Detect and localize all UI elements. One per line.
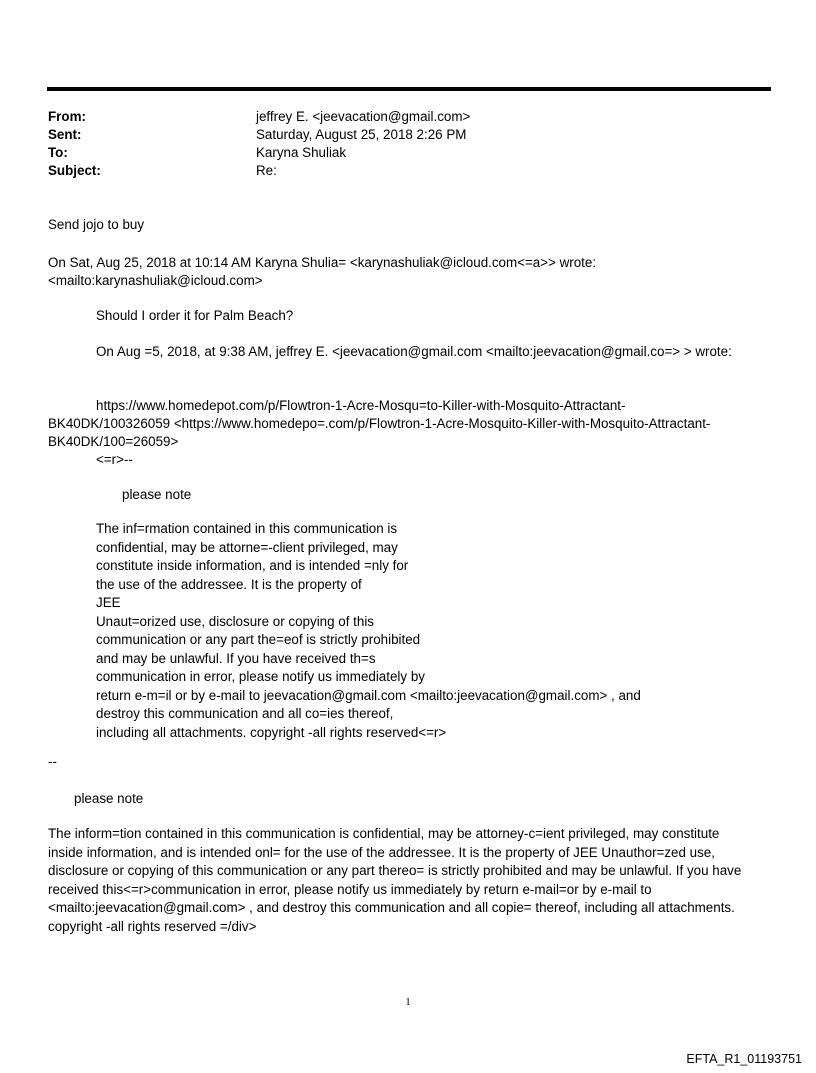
disclaimer-line: Unaut=orized use, disclosure or copying of this xyxy=(96,613,375,629)
disclaimer-line: including all attachments. copyright -all rights reserved<=r> xyxy=(96,724,447,740)
subject-value: Re: xyxy=(256,163,277,178)
page-number: 1 xyxy=(405,996,411,1008)
disclaimer-line: and may be unlawful. If you have received th=s xyxy=(96,650,376,666)
link-line: BK40DK/100=26059> xyxy=(48,434,179,449)
disclaimer-line: received this<=r>communication in error, please notify us immediately by return e-mail=or by e-mail to xyxy=(48,881,652,897)
disclaimer-line: disclosure or copying of this communication or any part thereo= is strictly prohibited and may be unlawful. If you have xyxy=(48,863,742,878)
disclaimer-line: <mailto:jeevacation@gmail.com> , and destroy this communication and all copie= thereof, including all attachments. xyxy=(48,900,735,915)
disclaimer-line: the use of the addressee. It is the property of xyxy=(96,576,362,592)
disclaimer-line: communication or any part the=eof is strictly prohibited xyxy=(96,632,421,647)
from-value: jeffrey E. <jeevacation@gmail.com> xyxy=(256,109,471,124)
disclaimer-line: return e-m=il or by e-mail to jeevacation@gmail.com <mailto:jeevacation@gmail.com> , and xyxy=(96,687,641,703)
header-divider xyxy=(47,87,771,91)
note-outer: please note xyxy=(74,791,144,806)
quote-header-2: On Aug =5, 2018, at 9:38 AM, jeffrey E. <jeevacation@gmail.com <mailto:jeevacation@gmail.co=> > wrote: xyxy=(96,344,732,359)
disclaimer-line: destroy this communication and all co=ies thereof, xyxy=(96,706,394,721)
quote-header-1-mailto: <mailto:karynashuliak@icloud.com> xyxy=(48,273,263,288)
link-line: <=r>-- xyxy=(96,452,133,467)
disclaimer-outer xyxy=(48,825,741,936)
to-label: To: xyxy=(48,145,68,160)
link-line: BK40DK/100326059 <https://www.homedepo=.com/p/Flowtron-1-Acre-Mosquito-Killer-with-Mosquito-Attractant- xyxy=(48,416,711,431)
from-label: From: xyxy=(48,109,86,124)
disclaimer-inner xyxy=(96,520,641,742)
disclaimer-line: inside information, and is intended onl= for the use of the addressee. It is the property of JEE Unauthor=zed use, xyxy=(48,844,715,860)
disclaimer-line: The inf=rmation contained in this communication is xyxy=(96,521,398,536)
to-value: Karyna Shuliak xyxy=(256,145,347,160)
question-text: Should I order it for Palm Beach? xyxy=(96,308,294,323)
disclaimer-line: The inform=tion contained in this communication is confidential, may be attorney-c=ient privileged, may constitute xyxy=(48,826,720,841)
disclaimer-line: communication in error, please notify us immediately by xyxy=(96,669,425,684)
separator: -- xyxy=(48,754,57,769)
quote-header-1: On Sat, Aug 25, 2018 at 10:14 AM Karyna Shulia= <karynashuliak@icloud.com<=a>> wrote: xyxy=(48,255,597,270)
subject-label: Subject: xyxy=(48,163,101,178)
note-inner: please note xyxy=(122,487,192,502)
disclaimer-line: JEE xyxy=(96,595,121,610)
disclaimer-line: constitute inside information, and is intended =nly for xyxy=(96,558,409,573)
reply-text: Send jojo to buy xyxy=(48,217,145,232)
sent-value: Saturday, August 25, 2018 2:26 PM xyxy=(256,127,467,142)
disclaimer-line: copyright -all rights reserved =/div> xyxy=(48,918,257,934)
disclaimer-line: confidential, may be attorne=-client privileged, may xyxy=(96,539,398,555)
sent-label: Sent: xyxy=(48,127,82,142)
link-line: https://www.homedepot.com/p/Flowtron-1-Acre-Mosqu=to-Killer-with-Mosquito-Attractant- xyxy=(96,398,626,413)
bates-number: EFTA_R1_01193751 xyxy=(686,1052,802,1066)
